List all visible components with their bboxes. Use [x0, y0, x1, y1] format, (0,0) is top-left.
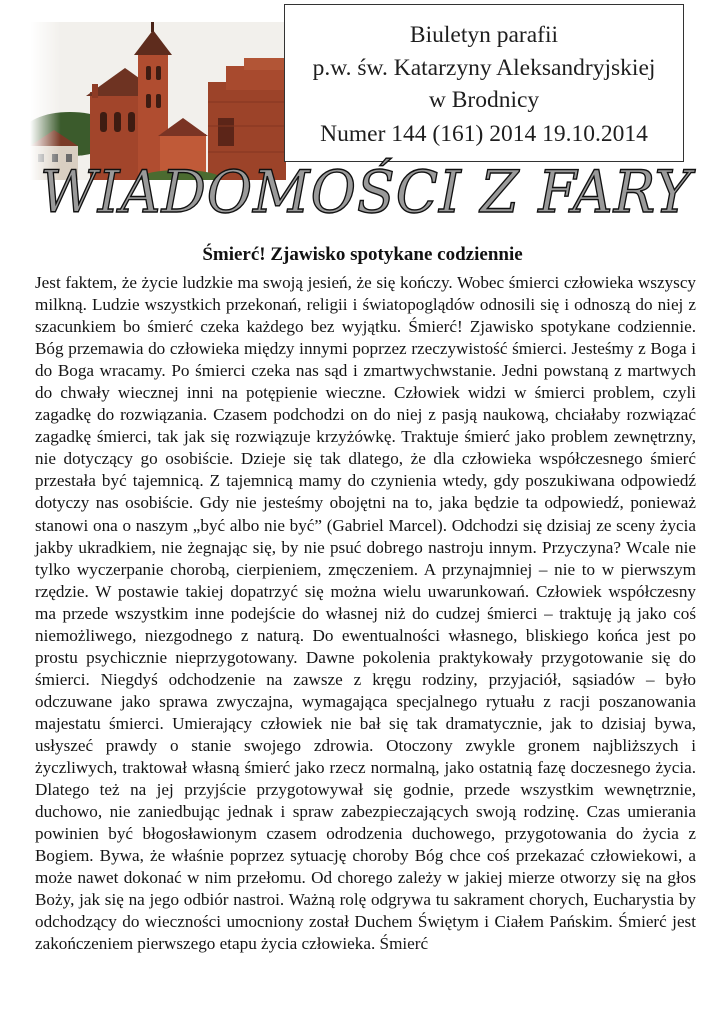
parish-location: w Brodnicy — [428, 87, 540, 113]
parish-name: p.w. św. Katarzyny Aleksandryjskiej — [312, 55, 656, 81]
article-headline: Śmierć! Zjawisko spotykane codziennie — [202, 244, 523, 265]
issue-info: Numer 144 (161) 2014 19.10.2014 — [320, 121, 648, 147]
church-photo — [30, 22, 286, 180]
masthead — [40, 158, 700, 226]
bulletin-title-box — [284, 4, 684, 162]
bulletin-title: Biuletyn parafii — [409, 22, 559, 48]
masthead-text: WIADOMOŚCI Z FARY — [40, 158, 696, 226]
article-body: Jest faktem, że życie ludzkie ma swoją jesień, że się kończy. Wobec śmierci człowieka wszyscy milkną. Ludzie wszystkich przekonań, religii i światopoglądów odnosili się i odnoszą do niej z szacunkiem bo śmierć czeka każdego bez wyjątku. Śmierć! Zjawisko spotykane codziennie. Bóg przemawia do człowieka między innymi poprzez rzeczywistość śmierci. Jesteśmy z Boga i do Boga wracamy. Po śmierci czeka nas sąd i zmartwychwstanie. Jedni powstaną z martwych do chwały wiecznej inni na potępienie wieczne. Człowiek widzi w śmierci problem, czyli zagadkę do rozwiązania. Czasem podchodzi on do niej z pasją naukową, chciałaby rozwiązać zagadkę śmierci, tak jak się rozwiązuje krzyżówkę. Traktuje śmierć jako problem zewnętrzny, nie dotyczący go osobiście. Dzieje się tak dlatego, że dla człowieka współczesnego śmierć przestała być tajemnicą. Z tajemnicą mamy do czynienia wtedy, gdy poszukiwana odpowiedź dotyczy nas osobiście. Gdy nie jesteśmy obojętni na to, jaka będzie ta odpowiedź, ponieważ stanowi ona o naszym „być albo nie być” (Gabriel Marcel). Odchodzi się dzisiaj ze sceny życia jakby ukradkiem, nie żegnając się, by nie psuć dobrego nastroju innym. Przyczyna? Wcale nie tylko wyczerpanie chorobą, cierpieniem, zmęczeniem. A przynajmniej – nie to w pierwszym rzędzie. W postawie takiej dopatrzyć się można wielu uwarunkowań. Człowiek współczesny ma przede wszystkim inne podejście do własnej niż do cudzej śmierci – traktuję ją jako coś niemożliwego, niezgodnego z naturą. Do ewentualności własnego, bliskiego końca jest po prostu psychicznie nieprzygotowany. Dawne pokolenia praktykowały przygotowanie się do śmierci. Niegdyś odchodzenie na zawsze z kręgu rodziny, przyjaciół, sąsiadów – było odczuwane jako sprawa zwyczajna, wymagająca specjalnego rytuału z racji poszanowania majestatu śmierci. Umierający człowiek nie bał się tak dramatycznie, jak to dzisiaj bywa, usłyszeć prawdy o stanie swojego zdrowia. Otoczony zwykle gronem najbliższych i życzliwych, traktował własną śmierć jako rzecz normalną, jako ostatnią fazę doczesnego życia. Dlatego też na jej przyjście przygotowywał się godnie, przede wszystkim wewnętrznie, duchowo, nie zaniedbując jednak i spraw zabezpieczających swoją rodzinę. Czas umierania powinien być błogosławionym czasem odrodzenia duchowego, przygotowania do życia z Bogiem. Bywa, że właśnie poprzez sytuację choroby Bóg chce coś przekazać człowiekowi, a może nawet dokonać w nim przełomu. Od chorego zależy w jakiej mierze otworzy się na głos Boży, jak się na jego odbiór nastroi. Ważną rolę odgrywa tu sakrament chorych, Eucharystia by odchodzący do wieczności umocniony został Duchem Świętym i Ciałem Pańskim. Śmierć jest zakończeniem pierwszego etapu życia człowieka. Śmierć — [35, 273, 696, 954]
newsletter-header — [0, 0, 725, 228]
